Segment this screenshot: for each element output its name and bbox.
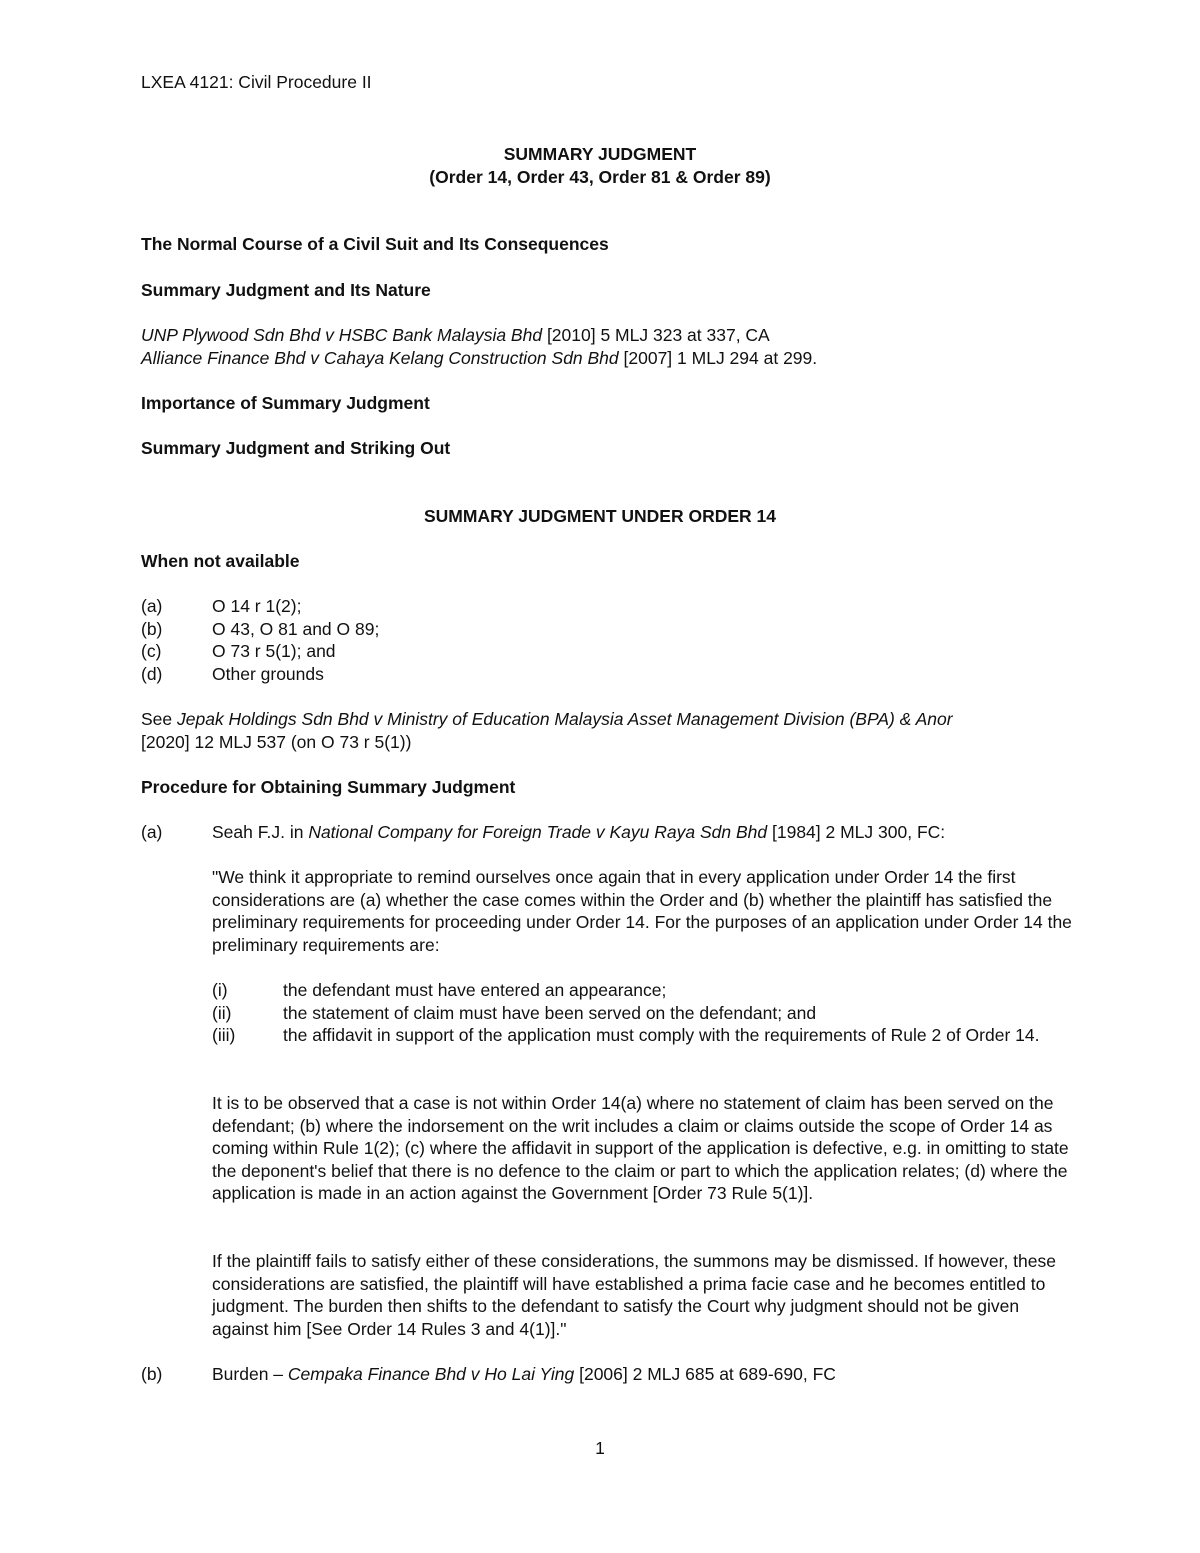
list-item	[141, 663, 1081, 686]
list-item-label: (iii)	[212, 1025, 236, 1046]
list-item-label: (a)	[141, 822, 163, 842]
heading-procedure: Procedure for Obtaining Summary Judgment	[141, 777, 516, 797]
citation: [2007] 1 MLJ 294 at 299.	[618, 348, 818, 368]
quote-paragraph-2: It is to be observed that a case is not within Order 14(a) where no statement of claim has been served on the defendant; (b) where the indorsement on the writ includes a claim or claims outside the scope of Order 14 as coming within Rule 1(2); (c) where the affidavit in support of the application is defective, e.g. in omitting to state the deponent's belief that there is no defence to the claim or part to which the application relates; (d) where the application is made in an action against the Government [Order 73 Rule 5(1)].	[212, 1093, 1069, 1204]
quote-paragraph-1: "We think it appropriate to remind ourselves once again that in every application under Order 14 the first considerations are (a) whether the case comes within the Order and (b) whether the plaintiff has satisfied the preliminary requirements for proceeding under Order 14. For the purposes of an application under Order 14 the preliminary requirements are:	[212, 867, 1072, 955]
list-item-label: (b)	[141, 1364, 163, 1384]
list-item-text: Burden – Cempaka Finance Bhd v Ho Lai Ying [2006] 2 MLJ 685 at 689-690, FC	[212, 1364, 836, 1384]
heading-normal-course: The Normal Course of a Civil Suit and Its Consequences	[141, 234, 609, 254]
procedure-item-b	[141, 1363, 1081, 1386]
case-name: Jepak Holdings Sdn Bhd v Ministry of Education Malaysia Asset Management Division (BPA) & Anor	[177, 709, 953, 729]
see-prefix: See	[141, 709, 177, 729]
list-item	[212, 1024, 1072, 1047]
list-item	[212, 979, 1072, 1002]
citation: [1984] 2 MLJ 300, FC:	[767, 822, 946, 842]
list-item	[141, 640, 1081, 663]
see-jepak-paragraph	[141, 708, 1081, 753]
heading-nature: Summary Judgment and Its Nature	[141, 280, 431, 300]
document-subtitle: (Order 14, Order 43, Order 81 & Order 89)	[429, 167, 771, 187]
case-citation-alliance	[141, 347, 1081, 370]
list-item	[212, 1002, 1072, 1025]
list-item-text: O 73 r 5(1); and	[212, 641, 336, 662]
case-name: National Company for Foreign Trade v Kayu Raya Sdn Bhd	[308, 822, 768, 842]
list-item-label: (i)	[212, 980, 228, 1000]
heading-importance: Importance of Summary Judgment	[141, 393, 430, 413]
case-name: Cempaka Finance Bhd v Ho Lai Ying	[287, 1364, 575, 1384]
list-item-text: Seah F.J. in National Company for Foreign Trade v Kayu Raya Sdn Bhd [1984] 2 MLJ 300, FC:	[212, 822, 946, 842]
list-item-label: (d)	[141, 663, 163, 684]
course-header: LXEA 4121: Civil Procedure II	[141, 72, 372, 92]
list-item	[141, 595, 1081, 618]
quote-requirements-list	[212, 979, 1072, 1047]
procedure-item-a	[141, 821, 1081, 844]
case-name: Alliance Finance Bhd v Cahaya Kelang Construction Sdn Bhd	[141, 348, 619, 368]
section-title-order-14: SUMMARY JUDGMENT UNDER ORDER 14	[424, 506, 776, 526]
list-item	[141, 618, 1081, 641]
heading-striking-out: Summary Judgment and Striking Out	[141, 438, 451, 458]
list-item-text: O 43, O 81 and O 89;	[212, 618, 380, 639]
quote-paragraph-3: If the plaintiff fails to satisfy either of these considerations, the summons may be dismissed. If however, these considerations are satisfied, the plaintiff will have established a prima facie case and he becomes entitled to judgment. The burden then shifts to the defendant to satisfy the Court why judgment should not be given against him [See Order 14 Rules 3 and 4(1)]."	[212, 1251, 1056, 1339]
list-item-label: (b)	[141, 618, 163, 639]
citation: [2006] 2 MLJ 685 at 689-690, FC	[574, 1364, 836, 1384]
heading-not-available: When not available	[141, 551, 300, 571]
case-citation-unp	[141, 324, 1081, 347]
citation: [2010] 5 MLJ 323 at 337, CA	[542, 325, 770, 345]
list-item-label: (ii)	[212, 1002, 232, 1023]
list-item-text: the affidavit in support of the application must comply with the requirements of Rule 2 of Order 14.	[283, 1025, 1040, 1046]
list-item-label: (c)	[141, 641, 162, 662]
citation: [2020] 12 MLJ 537 (on O 73 r 5(1))	[141, 731, 412, 752]
case-name: UNP Plywood Sdn Bhd v HSBC Bank Malaysia Bhd	[141, 325, 543, 345]
list-item-text: Other grounds	[212, 663, 324, 684]
list-item-text: the defendant must have entered an appearance;	[283, 980, 667, 1000]
list-item-label: (a)	[141, 596, 163, 616]
list-item-text: O 14 r 1(2);	[212, 596, 302, 616]
not-available-list	[141, 595, 1081, 685]
document-title: SUMMARY JUDGMENT	[503, 144, 697, 164]
page-number: 1	[595, 1438, 605, 1458]
list-item-text: the statement of claim must have been served on the defendant; and	[283, 1002, 817, 1023]
